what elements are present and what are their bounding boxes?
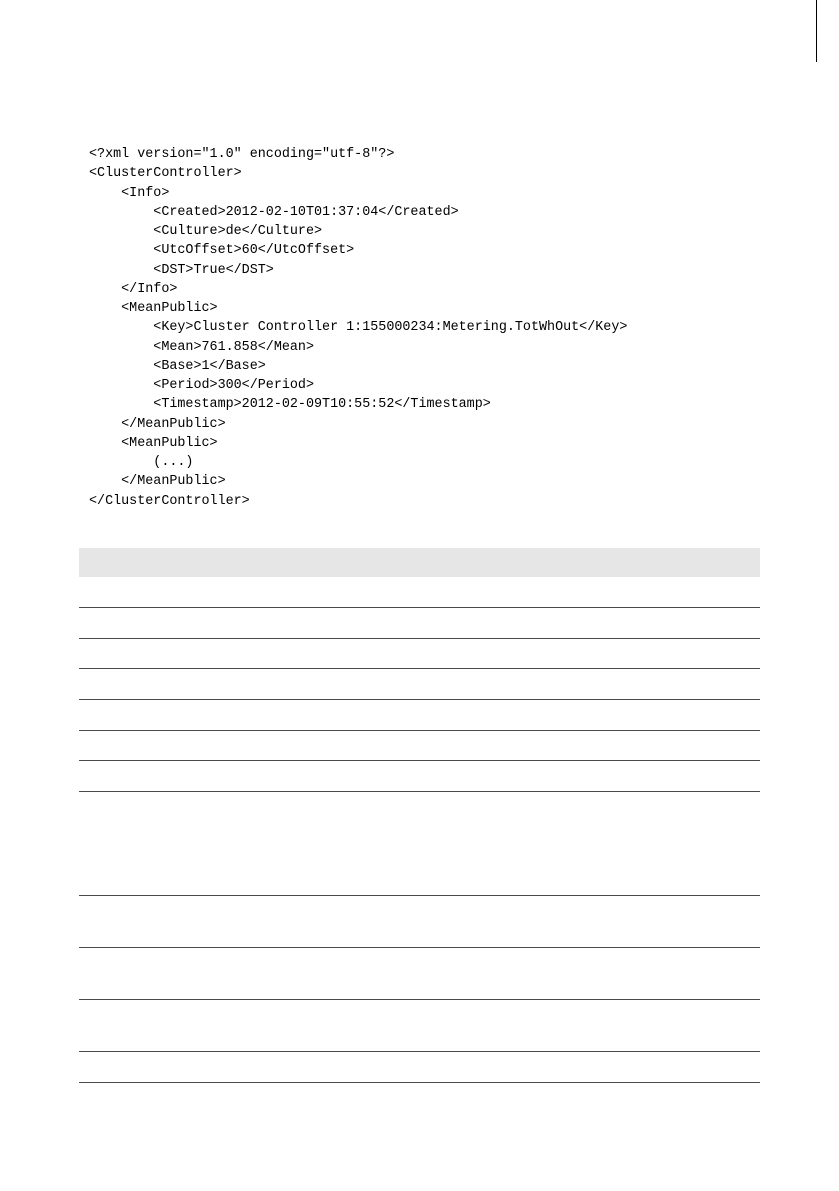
table-row — [79, 792, 760, 896]
table-row — [79, 669, 760, 700]
code-line: <Timestamp>2012-02-09T10:55:52</Timestamp> — [89, 397, 491, 413]
code-line: </Info> — [89, 281, 178, 297]
xml-code-block — [89, 145, 769, 511]
page-corner-mark — [816, 0, 817, 62]
code-line: <Key>Cluster Controller 1:155000234:Metering.TotWhOut</Key> — [89, 320, 628, 336]
code-line: </MeanPublic> — [89, 474, 226, 490]
data-table — [79, 548, 760, 1083]
table-row — [79, 700, 760, 731]
code-line: <MeanPublic> — [89, 435, 218, 451]
table-row — [79, 896, 760, 948]
code-line: <Base>1</Base> — [89, 358, 266, 374]
table-row — [79, 1052, 760, 1083]
code-line: <UtcOffset>60</UtcOffset> — [89, 243, 355, 259]
table-row — [79, 577, 760, 608]
code-line: <Mean>761.858</Mean> — [89, 339, 314, 355]
code-line: (...) — [89, 455, 194, 470]
code-line: <Culture>de</Culture> — [89, 224, 323, 239]
code-line: </MeanPublic> — [89, 416, 226, 432]
table-row — [79, 1000, 760, 1052]
code-line: <Info> — [89, 185, 170, 201]
table-header — [79, 548, 760, 577]
table-row — [79, 761, 760, 792]
table-row — [79, 608, 760, 639]
code-line: <ClusterController> — [89, 166, 242, 182]
table-row — [79, 948, 760, 1000]
table-body — [79, 577, 760, 1083]
code-line: </ClusterController> — [89, 493, 250, 509]
code-line: <Period>300</Period> — [89, 378, 314, 393]
table-row — [79, 639, 760, 669]
code-line: <?xml version="1.0" encoding="utf-8"?> — [89, 147, 395, 162]
code-line: <Created>2012-02-10T01:37:04</Created> — [89, 204, 459, 220]
table-row — [79, 731, 760, 761]
code-line: <MeanPublic> — [89, 301, 218, 316]
code-line: <DST>True</DST> — [89, 262, 274, 278]
